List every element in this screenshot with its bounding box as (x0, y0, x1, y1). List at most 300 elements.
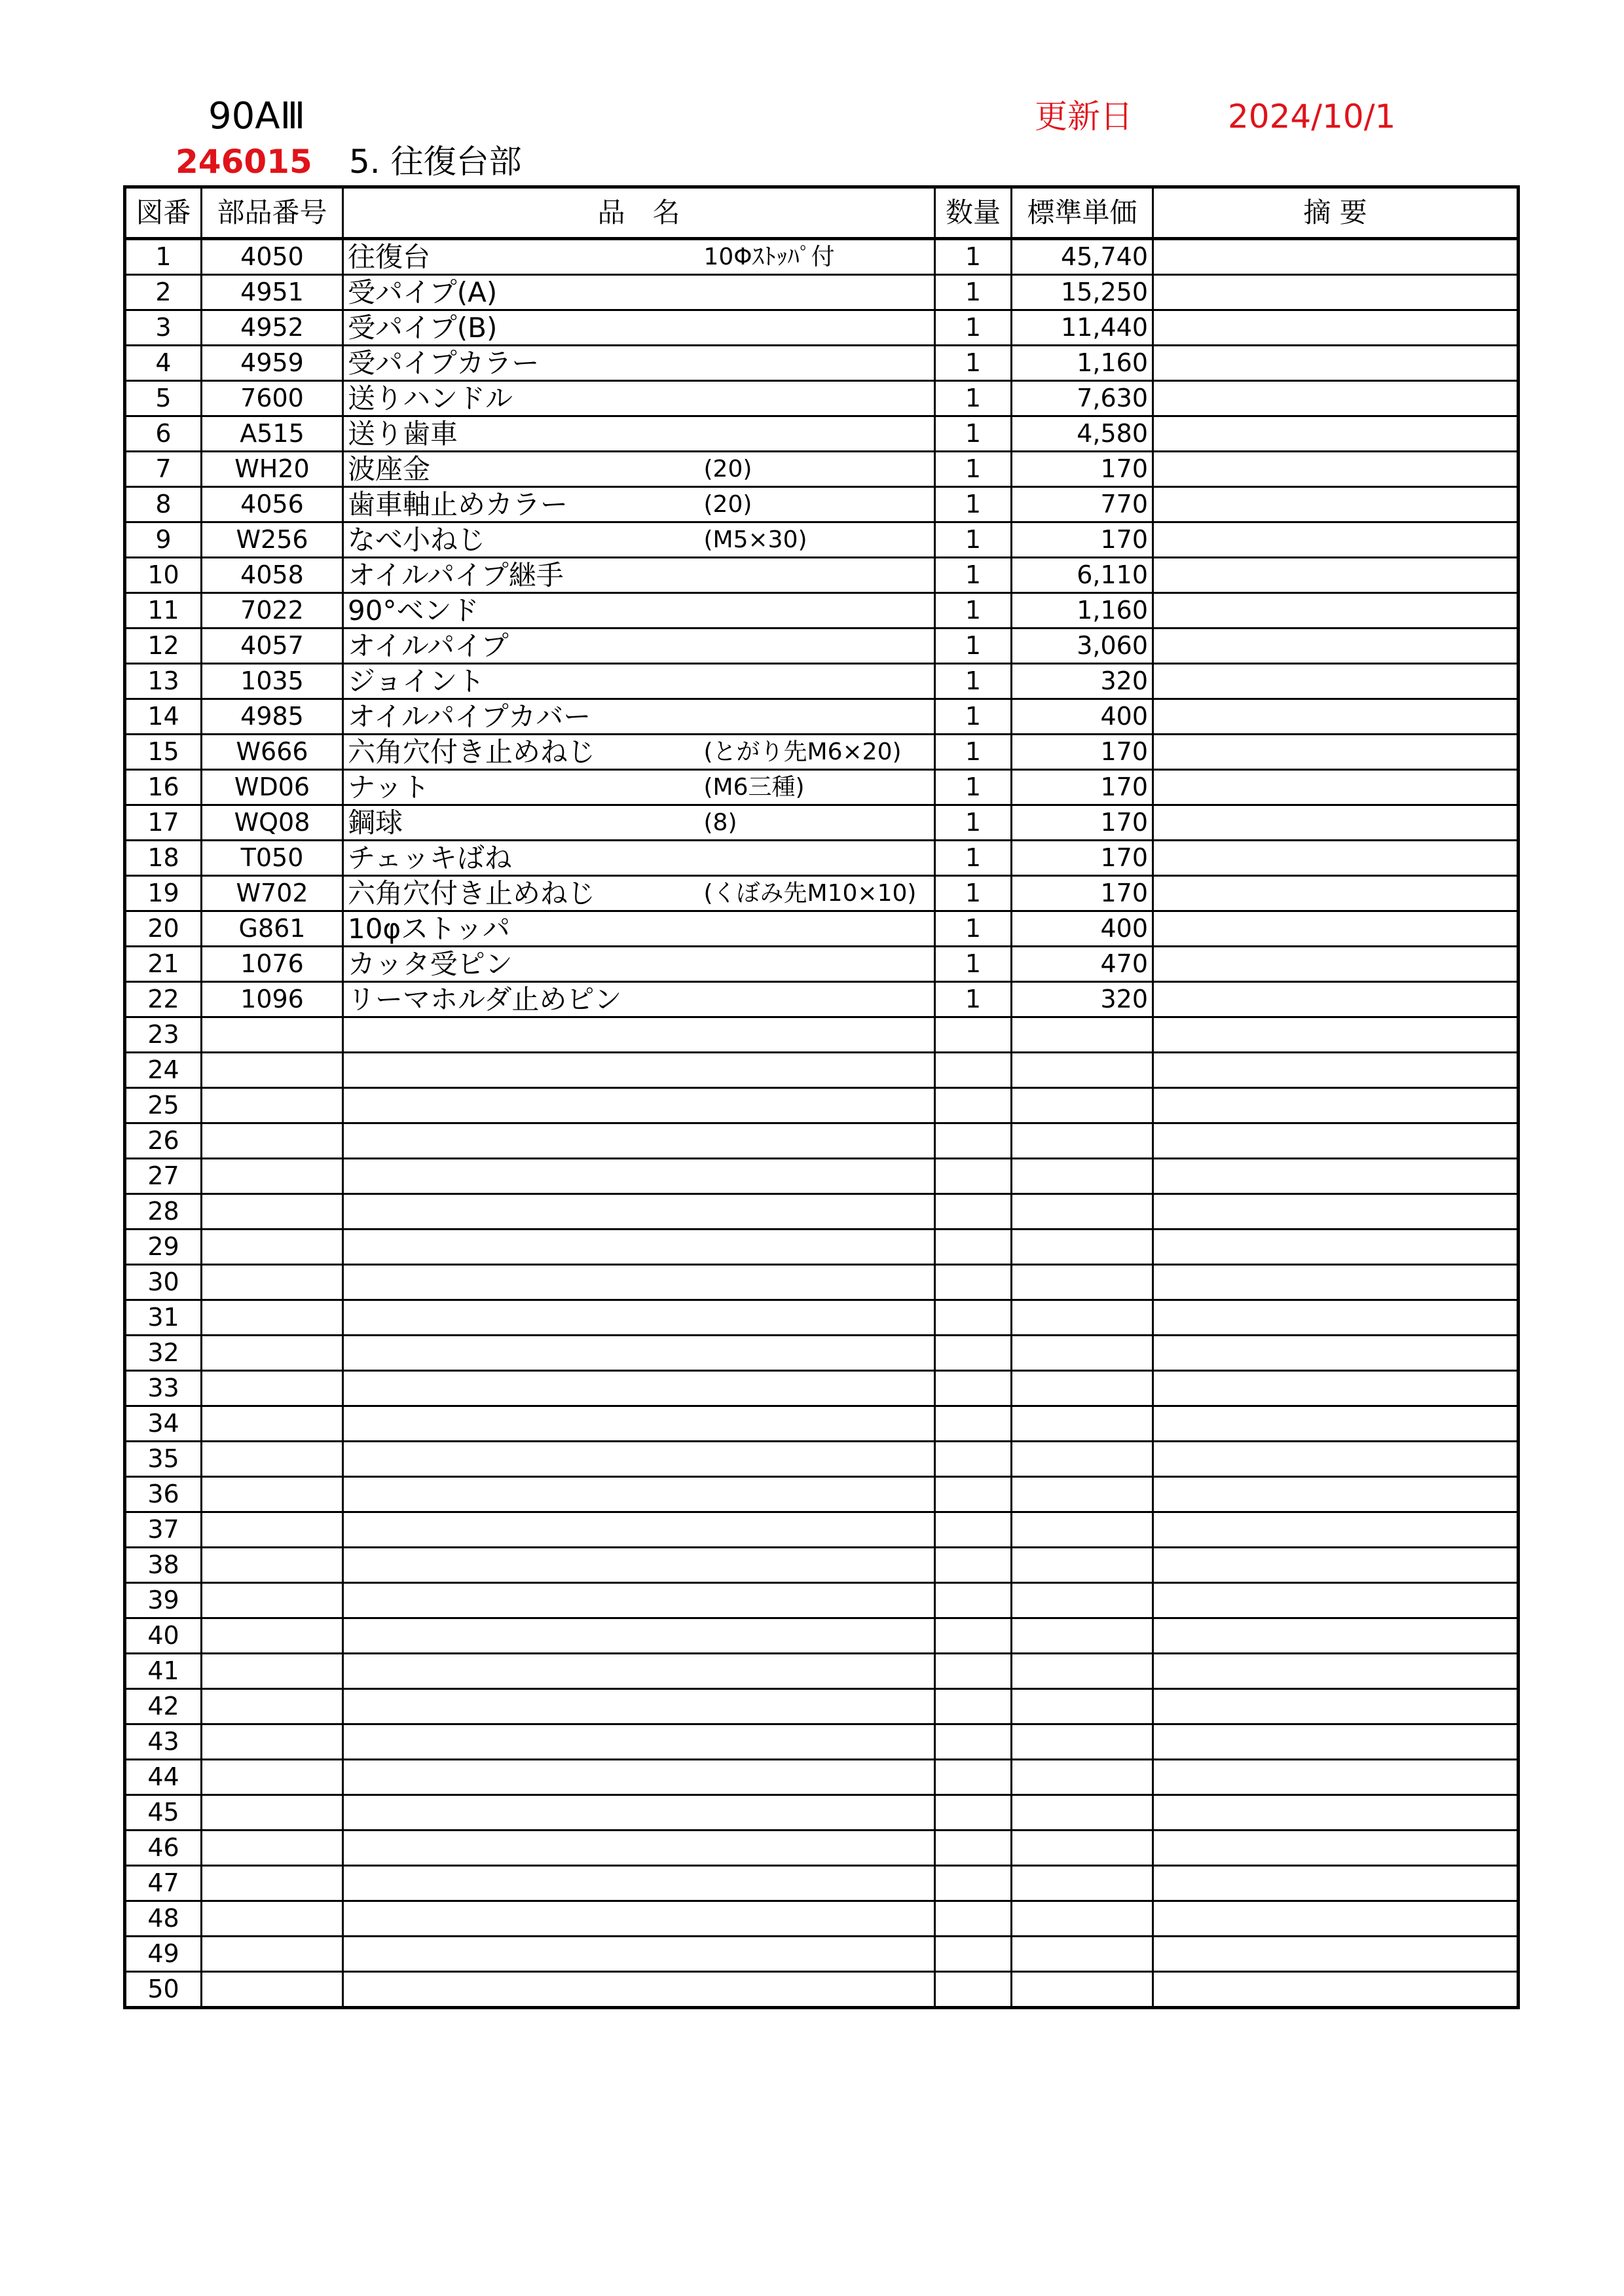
cell-part-no (202, 1654, 343, 1689)
table-row (125, 1972, 1519, 2008)
cell-note (1153, 841, 1519, 876)
cell-spec (700, 1901, 935, 1937)
table-row (125, 770, 1519, 805)
cell-price: 170 (1012, 522, 1153, 558)
cell-note (1153, 416, 1519, 452)
cell-price: 170 (1012, 876, 1153, 911)
table-row (125, 629, 1519, 664)
table-row (125, 239, 1519, 275)
cell-note (1153, 275, 1519, 310)
cell-note (1153, 911, 1519, 947)
cell-part-no: 4985 (202, 699, 343, 735)
cell-part-no: 4050 (202, 239, 343, 275)
cell-name (343, 1477, 700, 1512)
table-row (125, 1689, 1519, 1724)
cell-qty (935, 1654, 1012, 1689)
cell-note (1153, 310, 1519, 346)
cell-name: オイルパイプ継手 (343, 558, 700, 593)
cell-fig-no: 19 (125, 876, 202, 911)
cell-name: 送り歯車 (343, 416, 700, 452)
table-row (125, 911, 1519, 947)
cell-fig-no: 23 (125, 1017, 202, 1053)
cell-note (1153, 1831, 1519, 1866)
cell-name (343, 1265, 700, 1300)
cell-qty: 1 (935, 487, 1012, 522)
cell-note (1153, 1972, 1519, 2008)
cell-price (1012, 1512, 1153, 1548)
cell-spec (700, 1654, 935, 1689)
cell-fig-no: 39 (125, 1583, 202, 1618)
cell-fig-no: 35 (125, 1442, 202, 1477)
cell-price (1012, 1194, 1153, 1230)
cell-note (1153, 1689, 1519, 1724)
table-row (125, 381, 1519, 416)
cell-part-no (202, 1548, 343, 1583)
cell-spec (700, 1442, 935, 1477)
cell-part-no (202, 1901, 343, 1937)
cell-fig-no: 50 (125, 1972, 202, 2008)
cell-spec (700, 1583, 935, 1618)
cell-price (1012, 1477, 1153, 1512)
cell-name (343, 1512, 700, 1548)
table-row (125, 1230, 1519, 1265)
table-row (125, 1088, 1519, 1123)
cell-fig-no: 6 (125, 416, 202, 452)
table-row (125, 1548, 1519, 1583)
cell-spec: (20) (700, 487, 935, 522)
cell-spec (700, 1123, 935, 1159)
cell-price (1012, 1901, 1153, 1937)
cell-fig-no: 28 (125, 1194, 202, 1230)
cell-note (1153, 1300, 1519, 1336)
cell-qty: 1 (935, 982, 1012, 1017)
cell-price: 170 (1012, 841, 1153, 876)
cell-name (343, 1831, 700, 1866)
cell-spec (700, 1795, 935, 1831)
cell-fig-no: 22 (125, 982, 202, 1017)
cell-fig-no: 33 (125, 1371, 202, 1406)
cell-name (343, 1760, 700, 1795)
cell-qty: 1 (935, 876, 1012, 911)
cell-qty (935, 1088, 1012, 1123)
cell-price (1012, 1583, 1153, 1618)
cell-note (1153, 1795, 1519, 1831)
cell-fig-no: 24 (125, 1053, 202, 1088)
cell-note (1153, 1265, 1519, 1300)
cell-name (343, 1371, 700, 1406)
cell-qty (935, 1406, 1012, 1442)
cell-price: 1,160 (1012, 593, 1153, 629)
cell-name: 六角穴付き止めねじ (343, 876, 700, 911)
cell-part-no (202, 1159, 343, 1194)
table-row (125, 876, 1519, 911)
cell-price: 400 (1012, 699, 1153, 735)
cell-note (1153, 1053, 1519, 1088)
cell-qty (935, 1477, 1012, 1512)
cell-price: 170 (1012, 452, 1153, 487)
cell-note (1153, 1442, 1519, 1477)
cell-name: 往復台 (343, 239, 700, 275)
table-row (125, 275, 1519, 310)
cell-note (1153, 876, 1519, 911)
cell-price: 45,740 (1012, 239, 1153, 275)
cell-spec (700, 346, 935, 381)
cell-qty (935, 1548, 1012, 1583)
table-row (125, 1724, 1519, 1760)
cell-spec (700, 664, 935, 699)
cell-spec (700, 381, 935, 416)
cell-note (1153, 1406, 1519, 1442)
cell-name: 送りハンドル (343, 381, 700, 416)
cell-spec (700, 310, 935, 346)
cell-note (1153, 982, 1519, 1017)
cell-part-no (202, 1866, 343, 1901)
table-row (125, 1512, 1519, 1548)
table-row (125, 452, 1519, 487)
cell-spec: (とがり先M6×20) (700, 735, 935, 770)
cell-spec (700, 1972, 935, 2008)
table-row (125, 1265, 1519, 1300)
header-price: 標準単価 (1012, 187, 1153, 239)
cell-price (1012, 1937, 1153, 1972)
cell-name: 10φストッパ (343, 911, 700, 947)
table-row (125, 1866, 1519, 1901)
section-title: 5. 往復台部 (349, 143, 522, 181)
cell-note (1153, 805, 1519, 841)
cell-spec (700, 1724, 935, 1760)
table-row (125, 593, 1519, 629)
cell-fig-no: 8 (125, 487, 202, 522)
cell-price: 470 (1012, 947, 1153, 982)
cell-part-no (202, 1477, 343, 1512)
cell-spec: 10Φｽﾄｯﾊﾟ付 (700, 239, 935, 275)
cell-note (1153, 1371, 1519, 1406)
table-row (125, 1371, 1519, 1406)
cell-fig-no: 43 (125, 1724, 202, 1760)
cell-part-no (202, 1194, 343, 1230)
cell-fig-no: 44 (125, 1760, 202, 1795)
cell-qty: 1 (935, 310, 1012, 346)
cell-spec (700, 1336, 935, 1371)
table-row (125, 1336, 1519, 1371)
cell-price: 400 (1012, 911, 1153, 947)
cell-qty: 1 (935, 664, 1012, 699)
cell-price (1012, 1053, 1153, 1088)
cell-note (1153, 1230, 1519, 1265)
cell-name (343, 1866, 700, 1901)
cell-price (1012, 1336, 1153, 1371)
cell-fig-no: 36 (125, 1477, 202, 1512)
cell-fig-no: 14 (125, 699, 202, 735)
cell-name (343, 1123, 700, 1159)
cell-part-no (202, 1406, 343, 1442)
cell-fig-no: 21 (125, 947, 202, 982)
cell-fig-no: 20 (125, 911, 202, 947)
cell-qty (935, 1724, 1012, 1760)
cell-price (1012, 1760, 1153, 1795)
cell-note (1153, 239, 1519, 275)
cell-part-no (202, 1265, 343, 1300)
cell-price: 15,250 (1012, 275, 1153, 310)
cell-fig-no: 32 (125, 1336, 202, 1371)
cell-note (1153, 735, 1519, 770)
cell-name (343, 1194, 700, 1230)
cell-spec (700, 1866, 935, 1901)
cell-note (1153, 1017, 1519, 1053)
header-fig-no: 図番 (125, 187, 202, 239)
cell-qty (935, 1336, 1012, 1371)
cell-fig-no: 17 (125, 805, 202, 841)
table-row (125, 1831, 1519, 1866)
table-row (125, 1760, 1519, 1795)
table-row (125, 1654, 1519, 1689)
part-list-code: 246015 (175, 143, 312, 181)
cell-spec (700, 1159, 935, 1194)
cell-price (1012, 1088, 1153, 1123)
cell-price: 3,060 (1012, 629, 1153, 664)
table-row (125, 1017, 1519, 1053)
cell-qty (935, 1265, 1012, 1300)
cell-qty (935, 1512, 1012, 1548)
cell-part-no: A515 (202, 416, 343, 452)
cell-qty (935, 1795, 1012, 1831)
cell-price: 170 (1012, 770, 1153, 805)
cell-part-no (202, 1795, 343, 1831)
cell-price: 11,440 (1012, 310, 1153, 346)
cell-qty (935, 1123, 1012, 1159)
cell-part-no: 7022 (202, 593, 343, 629)
cell-part-no (202, 1972, 343, 2008)
cell-fig-no: 27 (125, 1159, 202, 1194)
cell-note (1153, 1512, 1519, 1548)
cell-qty (935, 1053, 1012, 1088)
table-row (125, 416, 1519, 452)
cell-part-no (202, 1336, 343, 1371)
cell-price: 320 (1012, 982, 1153, 1017)
cell-spec (700, 1477, 935, 1512)
cell-qty: 1 (935, 805, 1012, 841)
cell-part-no (202, 1583, 343, 1618)
table-row (125, 310, 1519, 346)
cell-price: 7,630 (1012, 381, 1153, 416)
cell-qty: 1 (935, 593, 1012, 629)
table-row (125, 1159, 1519, 1194)
cell-spec (700, 1371, 935, 1406)
cell-fig-no: 16 (125, 770, 202, 805)
cell-part-no: 7600 (202, 381, 343, 416)
cell-name (343, 1300, 700, 1336)
model-name: 90AⅢ (208, 95, 306, 137)
cell-price: 770 (1012, 487, 1153, 522)
cell-part-no (202, 1689, 343, 1724)
cell-price (1012, 1442, 1153, 1477)
cell-fig-no: 37 (125, 1512, 202, 1548)
cell-part-no: 4959 (202, 346, 343, 381)
cell-name: 受パイプ(B) (343, 310, 700, 346)
cell-fig-no: 34 (125, 1406, 202, 1442)
cell-name: 六角穴付き止めねじ (343, 735, 700, 770)
table-row (125, 1406, 1519, 1442)
cell-note (1153, 1654, 1519, 1689)
cell-spec: (くぼみ先M10×10) (700, 876, 935, 911)
cell-price (1012, 1795, 1153, 1831)
cell-price (1012, 1689, 1153, 1724)
table-row (125, 1937, 1519, 1972)
table-row (125, 1583, 1519, 1618)
cell-part-no: W702 (202, 876, 343, 911)
cell-name: 歯車軸止めカラー (343, 487, 700, 522)
cell-price (1012, 1548, 1153, 1583)
cell-part-no: 4952 (202, 310, 343, 346)
cell-price: 320 (1012, 664, 1153, 699)
cell-note (1153, 770, 1519, 805)
cell-note (1153, 1583, 1519, 1618)
cell-name (343, 1689, 700, 1724)
cell-spec (700, 947, 935, 982)
cell-qty: 1 (935, 947, 1012, 982)
cell-qty (935, 1017, 1012, 1053)
cell-fig-no: 40 (125, 1618, 202, 1654)
cell-name: 受パイプ(A) (343, 275, 700, 310)
cell-price (1012, 1123, 1153, 1159)
cell-price (1012, 1618, 1153, 1654)
cell-qty: 1 (935, 770, 1012, 805)
cell-price (1012, 1159, 1153, 1194)
cell-part-no (202, 1300, 343, 1336)
header-part-no: 部品番号 (202, 187, 343, 239)
cell-name (343, 1336, 700, 1371)
cell-part-no (202, 1371, 343, 1406)
cell-fig-no: 26 (125, 1123, 202, 1159)
table-row (125, 735, 1519, 770)
cell-qty: 1 (935, 522, 1012, 558)
cell-qty (935, 1937, 1012, 1972)
header-note: 摘 要 (1153, 187, 1519, 239)
cell-note (1153, 381, 1519, 416)
cell-note (1153, 1548, 1519, 1583)
cell-note (1153, 1477, 1519, 1512)
cell-name: 受パイプカラー (343, 346, 700, 381)
cell-spec (700, 1548, 935, 1583)
cell-part-no: 4951 (202, 275, 343, 310)
table-row (125, 1053, 1519, 1088)
table-row (125, 1123, 1519, 1159)
cell-qty (935, 1760, 1012, 1795)
cell-name (343, 1406, 700, 1442)
cell-spec (700, 982, 935, 1017)
cell-fig-no: 1 (125, 239, 202, 275)
cell-spec (700, 1406, 935, 1442)
cell-qty (935, 1972, 1012, 2008)
cell-part-no (202, 1724, 343, 1760)
cell-qty (935, 1618, 1012, 1654)
table-row (125, 522, 1519, 558)
cell-spec: (8) (700, 805, 935, 841)
cell-note (1153, 664, 1519, 699)
cell-price (1012, 1017, 1153, 1053)
cell-note (1153, 1760, 1519, 1795)
cell-fig-no: 47 (125, 1866, 202, 1901)
table-row (125, 805, 1519, 841)
cell-name (343, 1724, 700, 1760)
cell-note (1153, 558, 1519, 593)
cell-price (1012, 1265, 1153, 1300)
cell-name (343, 1972, 700, 2008)
cell-note (1153, 452, 1519, 487)
cell-fig-no: 15 (125, 735, 202, 770)
cell-part-no: 1035 (202, 664, 343, 699)
cell-note (1153, 947, 1519, 982)
cell-part-no (202, 1760, 343, 1795)
cell-fig-no: 46 (125, 1831, 202, 1866)
cell-qty: 1 (935, 558, 1012, 593)
header-name: 品 名 (343, 187, 935, 239)
cell-name (343, 1937, 700, 1972)
table-row (125, 1795, 1519, 1831)
cell-fig-no: 29 (125, 1230, 202, 1265)
cell-fig-no: 3 (125, 310, 202, 346)
cell-part-no: T050 (202, 841, 343, 876)
cell-part-no: WD06 (202, 770, 343, 805)
table-row (125, 1194, 1519, 1230)
cell-qty (935, 1583, 1012, 1618)
cell-name: カッタ受ピン (343, 947, 700, 982)
cell-name: チェッキばね (343, 841, 700, 876)
cell-price (1012, 1866, 1153, 1901)
table-header-row (125, 187, 1519, 239)
table-row (125, 982, 1519, 1017)
cell-name: リーマホルダ止めピン (343, 982, 700, 1017)
cell-note (1153, 1123, 1519, 1159)
cell-price (1012, 1654, 1153, 1689)
cell-qty (935, 1442, 1012, 1477)
cell-note (1153, 346, 1519, 381)
table-row (125, 558, 1519, 593)
table-row (125, 1901, 1519, 1937)
cell-name (343, 1088, 700, 1123)
cell-price: 4,580 (1012, 416, 1153, 452)
cell-qty (935, 1300, 1012, 1336)
update-date: 2024/10/1 (1228, 98, 1396, 136)
cell-qty (935, 1159, 1012, 1194)
cell-name: ジョイント (343, 664, 700, 699)
cell-part-no (202, 1937, 343, 1972)
cell-price (1012, 1831, 1153, 1866)
cell-price (1012, 1300, 1153, 1336)
cell-fig-no: 42 (125, 1689, 202, 1724)
cell-spec (700, 1760, 935, 1795)
cell-spec (700, 1300, 935, 1336)
cell-note (1153, 1336, 1519, 1371)
cell-fig-no: 11 (125, 593, 202, 629)
table-row (125, 1300, 1519, 1336)
table-row (125, 841, 1519, 876)
cell-part-no (202, 1017, 343, 1053)
table-row (125, 487, 1519, 522)
cell-fig-no: 5 (125, 381, 202, 416)
cell-note (1153, 1724, 1519, 1760)
cell-spec (700, 416, 935, 452)
cell-part-no: 4057 (202, 629, 343, 664)
update-label: 更新日 (1035, 98, 1133, 136)
cell-fig-no: 25 (125, 1088, 202, 1123)
cell-spec: (M6三種) (700, 770, 935, 805)
cell-spec: (20) (700, 452, 935, 487)
cell-spec (700, 841, 935, 876)
cell-spec (700, 1230, 935, 1265)
cell-spec (700, 1265, 935, 1300)
cell-note (1153, 1159, 1519, 1194)
